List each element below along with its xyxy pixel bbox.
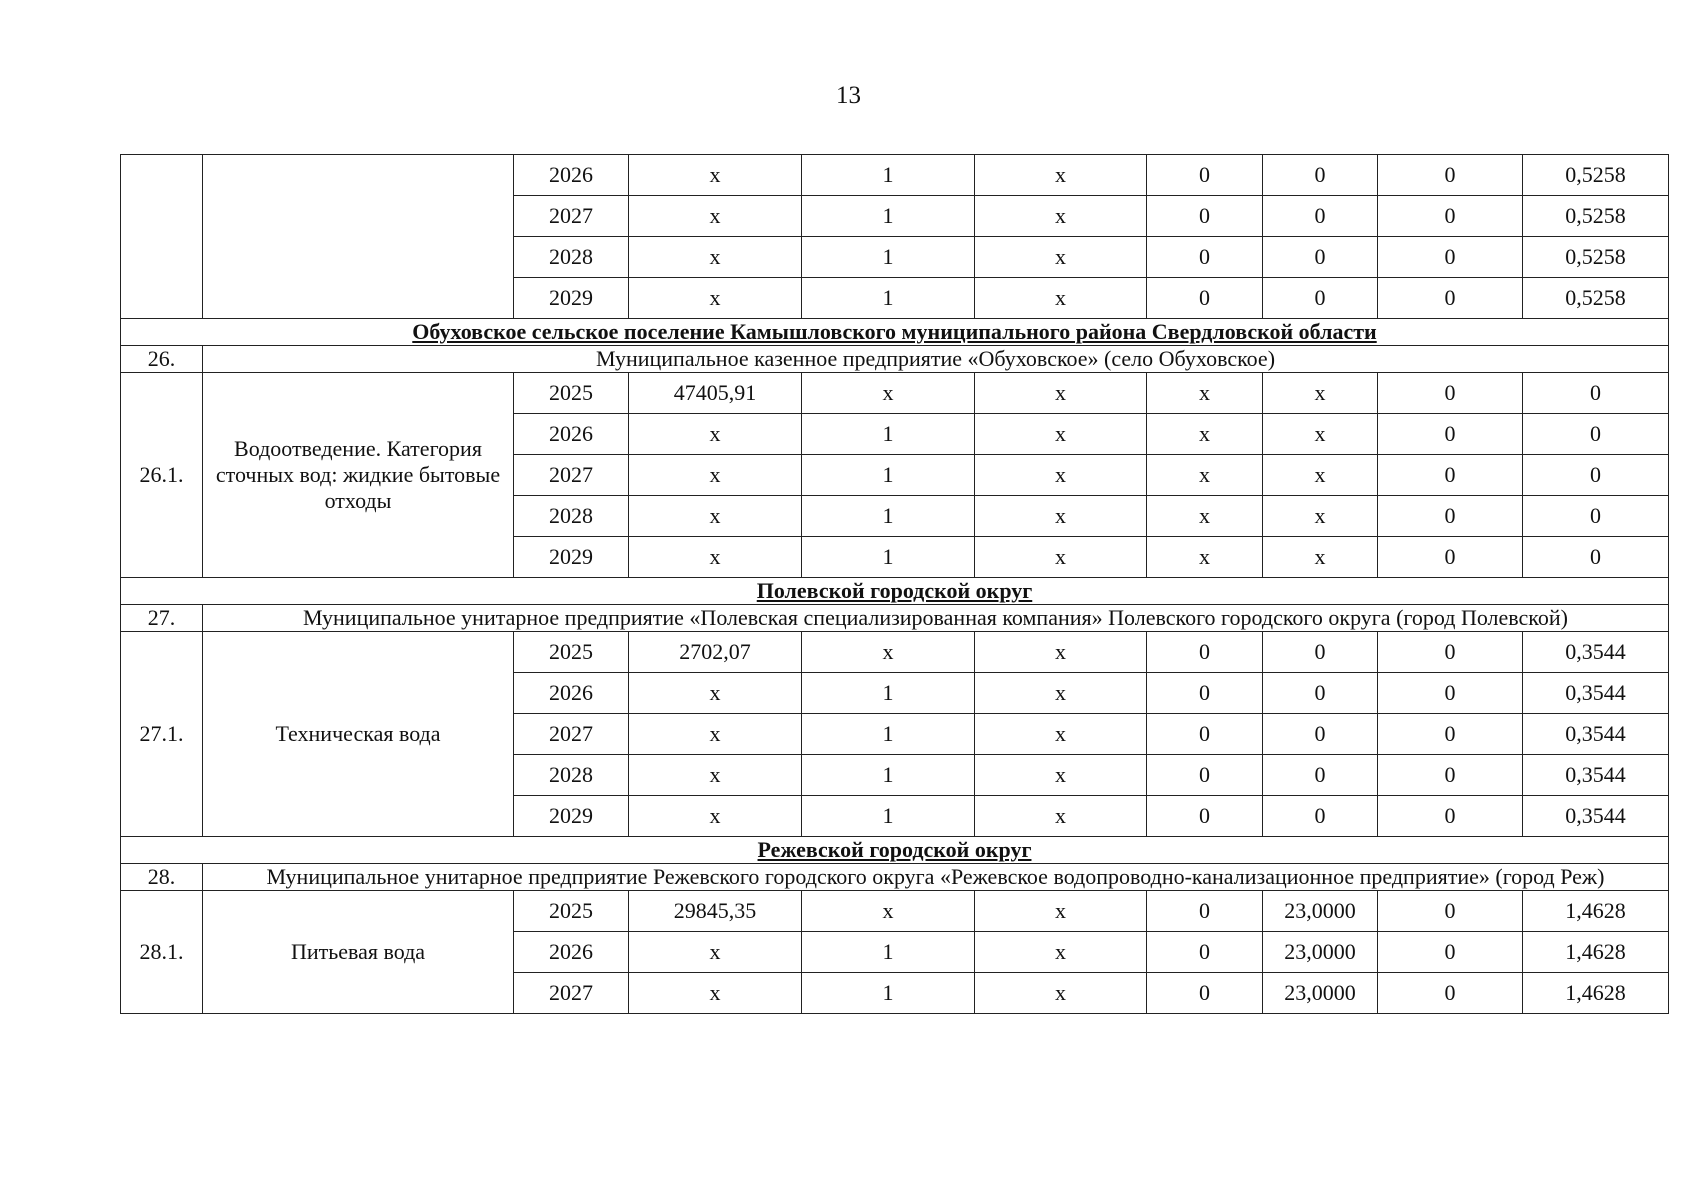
value-cell: 1 (802, 237, 975, 278)
value-cell: x (629, 973, 802, 1014)
value-cell: 0,3544 (1523, 796, 1669, 837)
item-number: 26.1. (121, 373, 203, 578)
value-cell: x (975, 932, 1147, 973)
value-cell: 0 (1378, 373, 1523, 414)
section-title: Режевской городской округ (121, 837, 1669, 864)
value-cell: 0 (1147, 278, 1263, 319)
year-cell: 2025 (514, 632, 629, 673)
value-cell: 0 (1378, 714, 1523, 755)
value-cell: x (629, 455, 802, 496)
value-cell: 23,0000 (1263, 891, 1378, 932)
organization-row (121, 605, 1669, 632)
value-cell: 0 (1378, 278, 1523, 319)
value-cell: 1 (802, 755, 975, 796)
value-cell: x (975, 537, 1147, 578)
value-cell: x (975, 755, 1147, 796)
value-cell: 0 (1263, 796, 1378, 837)
value-cell: x (629, 932, 802, 973)
page-number: 13 (836, 82, 861, 109)
value-cell: 1 (802, 414, 975, 455)
value-cell: 0,3544 (1523, 632, 1669, 673)
value-cell: 0 (1378, 755, 1523, 796)
organization-name: Муниципальное унитарное предприятие Режевского городского округа «Режевское водопроводно-канализационное предприятие» (город Реж) (203, 864, 1669, 891)
organization-name: Муниципальное казенное предприятие «Обуховское» (село Обуховское) (203, 346, 1669, 373)
value-cell: x (1263, 455, 1378, 496)
value-cell: 1,4628 (1523, 973, 1669, 1014)
value-cell: x (975, 414, 1147, 455)
value-cell: 0 (1378, 455, 1523, 496)
value-cell: 0,5258 (1523, 155, 1669, 196)
value-cell: 1 (802, 973, 975, 1014)
value-cell: 0 (1523, 537, 1669, 578)
section-title: Обуховское сельское поселение Камышловского муниципального района Свердловской области (121, 319, 1669, 346)
value-cell: x (629, 414, 802, 455)
value-cell: 0 (1147, 973, 1263, 1014)
value-cell: x (975, 714, 1147, 755)
value-cell: 0 (1147, 673, 1263, 714)
value-cell: 1 (802, 455, 975, 496)
organization-row (121, 346, 1669, 373)
value-cell: x (1263, 414, 1378, 455)
section-title: Полевской городской округ (121, 578, 1669, 605)
value-cell: 0,3544 (1523, 755, 1669, 796)
value-cell: x (975, 455, 1147, 496)
description-cell (203, 155, 514, 319)
year-cell: 2026 (514, 414, 629, 455)
year-cell: 2029 (514, 537, 629, 578)
value-cell: 0 (1523, 414, 1669, 455)
value-cell: x (975, 673, 1147, 714)
table-row (121, 373, 1669, 414)
year-cell: 2025 (514, 373, 629, 414)
organization-name: Муниципальное унитарное предприятие «Полевская специализированная компания» Полевского городского округа (город Полевской) (203, 605, 1669, 632)
value-cell: 0 (1147, 632, 1263, 673)
value-cell: 0 (1147, 755, 1263, 796)
table-body (121, 155, 1669, 1014)
value-cell: x (1263, 496, 1378, 537)
organization-row (121, 864, 1669, 891)
value-cell: 1 (802, 196, 975, 237)
value-cell: x (1147, 373, 1263, 414)
value-cell: x (629, 796, 802, 837)
value-cell: 1,4628 (1523, 891, 1669, 932)
year-cell: 2027 (514, 714, 629, 755)
section-title-row (121, 578, 1669, 605)
organization-number: 28. (121, 864, 203, 891)
value-cell: x (975, 373, 1147, 414)
item-description: Водоотведение. Категория сточных вод: жидкие бытовые отходы (203, 373, 514, 578)
value-cell: 2702,07 (629, 632, 802, 673)
value-cell: x (802, 373, 975, 414)
value-cell: 0 (1147, 237, 1263, 278)
value-cell: x (1147, 414, 1263, 455)
value-cell: x (1147, 537, 1263, 578)
value-cell: x (629, 155, 802, 196)
year-cell: 2026 (514, 155, 629, 196)
value-cell: 1 (802, 155, 975, 196)
value-cell: 1,4628 (1523, 932, 1669, 973)
value-cell: x (1147, 496, 1263, 537)
item-description: Техническая вода (203, 632, 514, 837)
section-title-row (121, 319, 1669, 346)
value-cell: 0 (1263, 278, 1378, 319)
value-cell: 0,5258 (1523, 278, 1669, 319)
table-row (121, 632, 1669, 673)
value-cell: x (975, 496, 1147, 537)
year-cell: 2028 (514, 755, 629, 796)
value-cell: x (802, 891, 975, 932)
value-cell: 0,3544 (1523, 714, 1669, 755)
value-cell: 0 (1263, 714, 1378, 755)
value-cell: 0 (1147, 155, 1263, 196)
value-cell: 23,0000 (1263, 932, 1378, 973)
value-cell: 0 (1263, 673, 1378, 714)
value-cell: 1 (802, 932, 975, 973)
organization-number: 27. (121, 605, 203, 632)
item-number: 28.1. (121, 891, 203, 1014)
value-cell: 0,5258 (1523, 237, 1669, 278)
value-cell: 0 (1378, 891, 1523, 932)
value-cell: 0 (1147, 714, 1263, 755)
value-cell: 0 (1378, 155, 1523, 196)
tariff-table (120, 154, 1669, 1014)
value-cell: 0 (1263, 155, 1378, 196)
value-cell: 0 (1147, 196, 1263, 237)
value-cell: 0 (1147, 932, 1263, 973)
value-cell: x (629, 673, 802, 714)
value-cell: 0 (1378, 496, 1523, 537)
value-cell: x (975, 237, 1147, 278)
year-cell: 2026 (514, 932, 629, 973)
value-cell: 0 (1378, 932, 1523, 973)
value-cell: x (629, 278, 802, 319)
value-cell: x (629, 196, 802, 237)
value-cell: x (1263, 537, 1378, 578)
section-title-row (121, 837, 1669, 864)
year-cell: 2028 (514, 496, 629, 537)
year-cell: 2027 (514, 455, 629, 496)
table-row (121, 155, 1669, 196)
value-cell: 1 (802, 496, 975, 537)
year-cell: 2027 (514, 973, 629, 1014)
year-cell: 2027 (514, 196, 629, 237)
value-cell: x (629, 714, 802, 755)
item-description: Питьевая вода (203, 891, 514, 1014)
value-cell: x (975, 196, 1147, 237)
value-cell: 0 (1378, 632, 1523, 673)
value-cell: x (802, 632, 975, 673)
value-cell: x (975, 796, 1147, 837)
value-cell: 1 (802, 673, 975, 714)
value-cell: x (975, 278, 1147, 319)
year-cell: 2029 (514, 278, 629, 319)
value-cell: 0 (1523, 373, 1669, 414)
value-cell: 0 (1378, 537, 1523, 578)
value-cell: x (1147, 455, 1263, 496)
value-cell: 0 (1263, 632, 1378, 673)
value-cell: 47405,91 (629, 373, 802, 414)
value-cell: 1 (802, 537, 975, 578)
value-cell: 1 (802, 278, 975, 319)
value-cell: 0 (1378, 973, 1523, 1014)
value-cell: 0 (1378, 237, 1523, 278)
value-cell: 0 (1378, 414, 1523, 455)
value-cell: 0,5258 (1523, 196, 1669, 237)
value-cell: x (629, 537, 802, 578)
value-cell: 0 (1523, 455, 1669, 496)
value-cell: x (975, 155, 1147, 196)
value-cell: 0 (1263, 755, 1378, 796)
value-cell: x (629, 496, 802, 537)
value-cell: 1 (802, 714, 975, 755)
value-cell: x (1263, 373, 1378, 414)
value-cell: 0 (1147, 796, 1263, 837)
value-cell: 0 (1378, 673, 1523, 714)
year-cell: 2029 (514, 796, 629, 837)
value-cell: 0 (1378, 796, 1523, 837)
value-cell: 1 (802, 796, 975, 837)
value-cell: 29845,35 (629, 891, 802, 932)
value-cell: x (629, 237, 802, 278)
value-cell: x (629, 755, 802, 796)
item-number: 27.1. (121, 632, 203, 837)
value-cell: 0 (1263, 237, 1378, 278)
value-cell: x (975, 973, 1147, 1014)
value-cell: 0 (1378, 196, 1523, 237)
year-cell: 2028 (514, 237, 629, 278)
year-cell: 2025 (514, 891, 629, 932)
value-cell: x (975, 891, 1147, 932)
value-cell: 0 (1523, 496, 1669, 537)
value-cell: 0 (1263, 196, 1378, 237)
organization-number: 26. (121, 346, 203, 373)
year-cell: 2026 (514, 673, 629, 714)
number-cell (121, 155, 203, 319)
value-cell: 23,0000 (1263, 973, 1378, 1014)
table-row (121, 891, 1669, 932)
value-cell: 0,3544 (1523, 673, 1669, 714)
value-cell: 0 (1147, 891, 1263, 932)
value-cell: x (975, 632, 1147, 673)
